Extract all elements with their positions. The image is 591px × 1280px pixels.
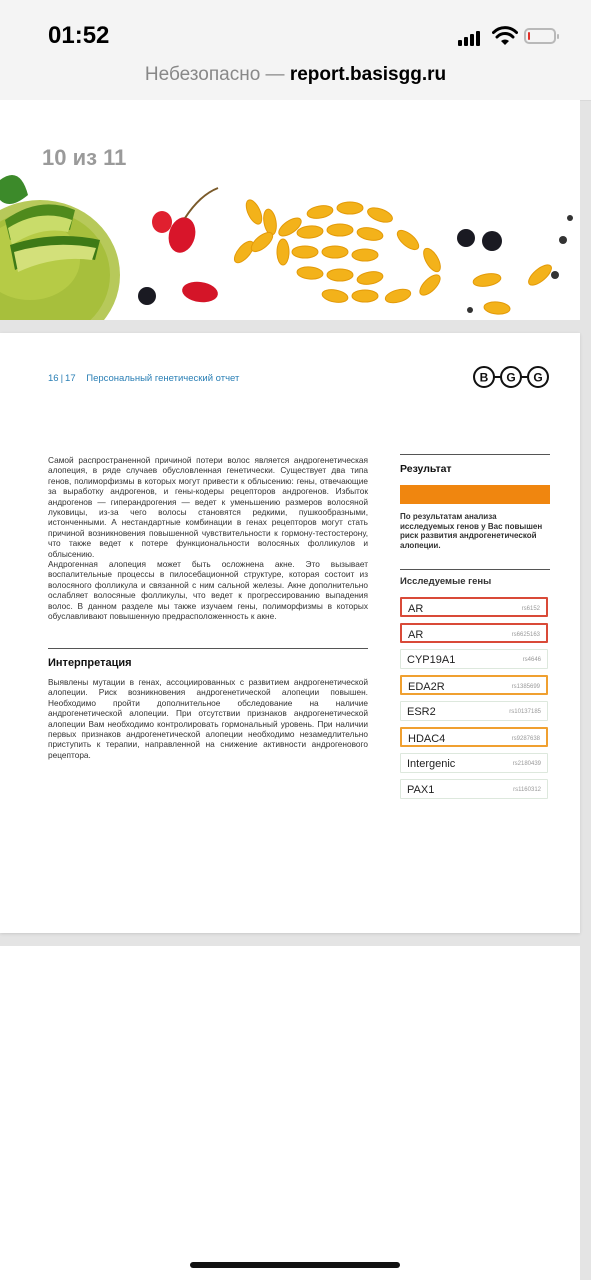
result-risk-bar bbox=[400, 485, 550, 504]
address-bar[interactable] bbox=[0, 64, 591, 86]
home-indicator[interactable] bbox=[190, 1262, 400, 1268]
domain-label: report.basisgg.ru bbox=[289, 64, 447, 85]
gene-row bbox=[400, 727, 548, 747]
gene-name: AR bbox=[408, 603, 424, 616]
interpretation-text: Выявлены мутации в генах, ассоциированных с развитием андрогенетической алопеции. Риск возникновения андрогенетической алопеции повышен. Необходимо пройти дополнительное обследование на наличие андрогенетической алопеции. При отсутствии признаков андрогенетической алопеции Вам необходимо контролировать гормональный уровень. При наличии первых признаков андрогенетической алопеции необходимо незамедлительно приступить к терапии, направленной на снижение активности андрогенового рецептора. bbox=[48, 677, 368, 760]
cellular-signal-icon bbox=[458, 30, 484, 46]
interpretation-title: Интерпретация bbox=[48, 657, 132, 669]
result-text: По результатам анализа исследуемых генов у Вас повышен риск развития андрогенетической алопеции. bbox=[400, 512, 543, 550]
gene-row bbox=[400, 597, 548, 617]
report-title: Персональный генетический отчет bbox=[86, 373, 240, 384]
gene-list bbox=[400, 597, 550, 799]
gene-rs-id: rs4646 bbox=[522, 657, 541, 664]
lead-paragraph-1: Самой распространенной причиной потери волос является андрогенетическая алопеция, в ряде случаев обусловленная генетически. Существует два типа генов, полиморфизмы в которых могут привести к облысению: гены, отвечающие за выработку андрогенов, и гены-кодеры рецепторов андрогенов. Избыток андрогенов — гиперандрогения — ведет к уменьшению размеров волосяной луковицы, из-за чего волосы становятся редкими, пушкообразными, истонченными. А нестандартные комбинации в генах рецепторов могут стать причиной возникновения повышенной чувствительности к гормону-тестостерону, что также ведет к потере функциональности волосяных фолликулов и облысению. bbox=[48, 455, 368, 559]
security-label: Небезопасно — bbox=[144, 64, 285, 85]
browser-top-bar bbox=[0, 0, 591, 101]
battery-level bbox=[528, 32, 530, 40]
gene-row bbox=[400, 779, 548, 799]
gene-name: Intergenic bbox=[407, 758, 456, 771]
genes-title: Исследуемые гены bbox=[400, 576, 492, 588]
wifi-icon bbox=[492, 25, 518, 47]
page-number: 16 bbox=[48, 373, 59, 384]
gene-name: PAX1 bbox=[407, 784, 435, 797]
gene-name: EDA2R bbox=[408, 681, 445, 694]
status-time: 01:52 bbox=[48, 22, 110, 49]
next-page bbox=[0, 946, 580, 1280]
supplements-banner-image bbox=[0, 100, 580, 320]
page-total: 17 bbox=[65, 373, 76, 384]
gene-rs-id: rs1385699 bbox=[511, 684, 540, 691]
slide-counter: 10 из 11 bbox=[42, 145, 127, 170]
logo-letter-b: B bbox=[479, 370, 489, 385]
lead-paragraph-2: Андрогенная алопеция может быть осложнена акне. Это вызывает воспалительные процессы в пилосебационной структуре, которая состоит из волосяного фолликула и связанной с ним сальной железы. Акне дополнительно ослабляет волосяные фолликулы, что ведет к прогрессированию выпадения волос. В данном разделе мы также изучаем гены, полиморфизмы в которых обуславливают повышенную предрасположенность к акне. bbox=[48, 559, 368, 622]
page-separator: | bbox=[60, 373, 64, 384]
lead-text bbox=[48, 455, 368, 622]
gene-row bbox=[400, 649, 548, 669]
report-page bbox=[0, 333, 580, 933]
interpretation-divider bbox=[48, 648, 368, 649]
gene-name: ESR2 bbox=[407, 706, 436, 719]
logo-letter-g2: G bbox=[533, 370, 543, 385]
result-divider bbox=[400, 454, 550, 455]
gene-row bbox=[400, 675, 548, 695]
gene-rs-id: rs9287638 bbox=[511, 736, 540, 743]
slide-banner[interactable] bbox=[0, 100, 580, 320]
gene-name: HDAC4 bbox=[408, 733, 446, 746]
gene-rs-id: rs2180439 bbox=[512, 761, 541, 768]
gene-row bbox=[400, 753, 548, 773]
result-title: Результат bbox=[400, 463, 452, 475]
gene-row bbox=[400, 623, 548, 643]
result-column bbox=[400, 454, 550, 805]
gene-name: AR bbox=[408, 629, 424, 642]
bgg-logo bbox=[472, 365, 550, 389]
logo-letter-g1: G bbox=[506, 370, 516, 385]
gene-row bbox=[400, 701, 548, 721]
genes-divider bbox=[400, 569, 550, 570]
gene-rs-id: rs6152 bbox=[521, 606, 540, 613]
gene-rs-id: rs6625163 bbox=[511, 632, 540, 639]
gene-rs-id: rs10137185 bbox=[509, 709, 541, 716]
battery-icon bbox=[524, 28, 556, 44]
page-header bbox=[48, 373, 239, 384]
gene-rs-id: rs1160312 bbox=[513, 787, 541, 794]
gene-name: CYP19A1 bbox=[407, 654, 456, 667]
